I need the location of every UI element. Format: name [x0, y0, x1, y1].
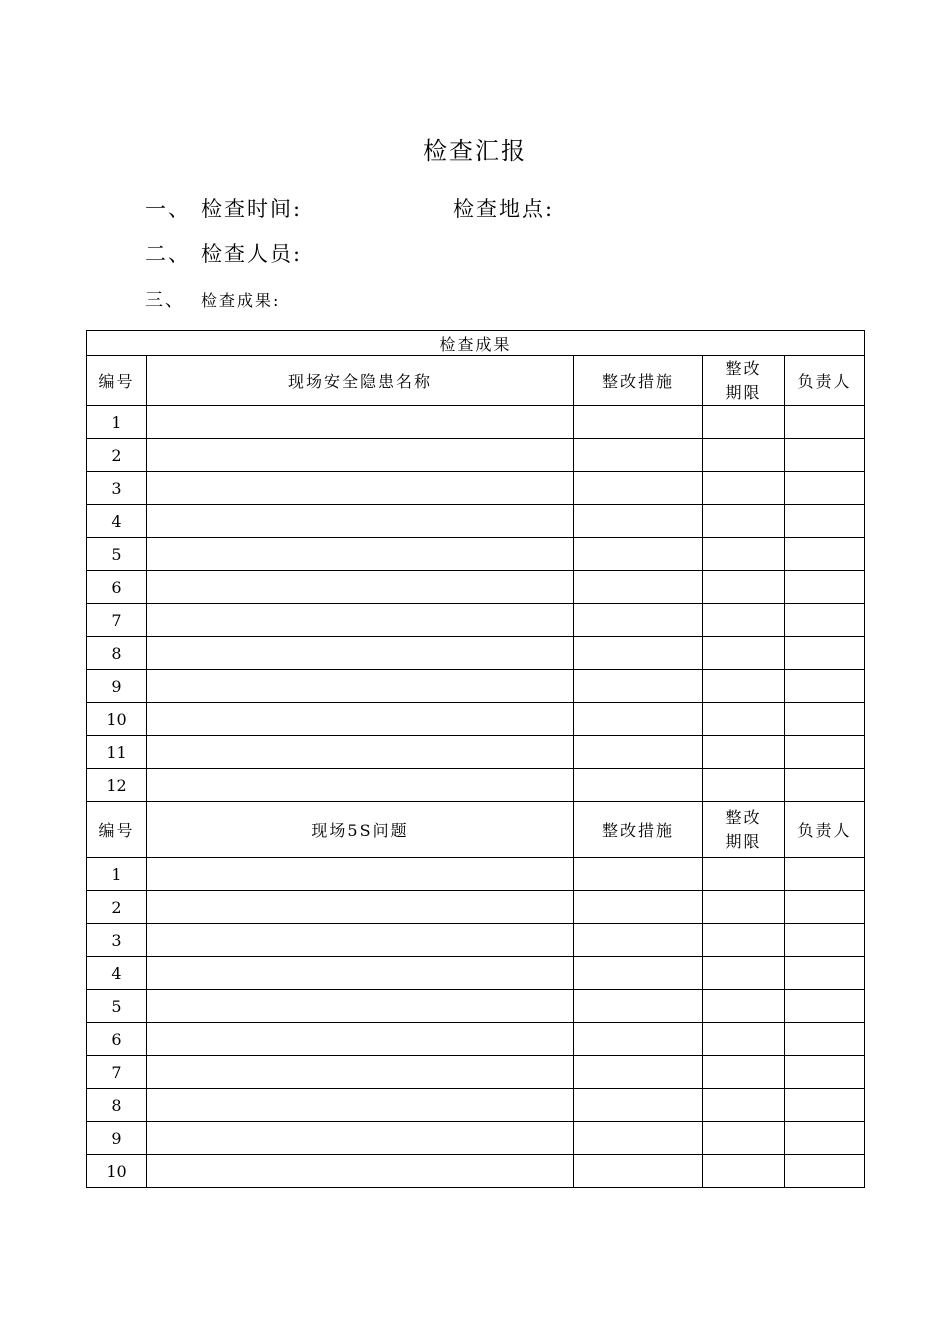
- deadline-cell[interactable]: [703, 1056, 785, 1089]
- owner-cell[interactable]: [785, 703, 865, 736]
- hazard-cell[interactable]: [147, 769, 574, 802]
- measure-cell[interactable]: [574, 1122, 703, 1155]
- inspection-place-label: 检查地点:: [453, 197, 555, 221]
- table-row: [87, 1056, 865, 1089]
- deadline-cell[interactable]: [703, 1023, 785, 1056]
- row-number: 2: [87, 891, 147, 924]
- table-row: [87, 1122, 865, 1155]
- owner-cell[interactable]: [785, 505, 865, 538]
- hazard-cell[interactable]: [147, 1089, 574, 1122]
- owner-cell[interactable]: [785, 571, 865, 604]
- measure-cell[interactable]: [574, 670, 703, 703]
- hazard-cell[interactable]: [147, 990, 574, 1023]
- table-row: [87, 736, 865, 769]
- section-number: 三、: [145, 290, 185, 311]
- hazard-cell[interactable]: [147, 924, 574, 957]
- hazard-cell[interactable]: [147, 571, 574, 604]
- row-number: 4: [87, 505, 147, 538]
- owner-cell[interactable]: [785, 924, 865, 957]
- deadline-cell[interactable]: [703, 1089, 785, 1122]
- measure-cell[interactable]: [574, 924, 703, 957]
- table-row: [87, 858, 865, 891]
- measure-cell[interactable]: [574, 505, 703, 538]
- row-number: 8: [87, 637, 147, 670]
- owner-cell[interactable]: [785, 1122, 865, 1155]
- row-number: 3: [87, 472, 147, 505]
- owner-cell[interactable]: [785, 604, 865, 637]
- table-caption: 检查成果: [87, 331, 865, 356]
- table-row: [87, 505, 865, 538]
- owner-cell[interactable]: [785, 1056, 865, 1089]
- hazard-cell[interactable]: [147, 604, 574, 637]
- table-row: [87, 957, 865, 990]
- owner-cell[interactable]: [785, 439, 865, 472]
- header-measure: 整改措施: [574, 356, 703, 406]
- table-row: [87, 769, 865, 802]
- table-row: [87, 891, 865, 924]
- header-owner: 负责人: [785, 802, 865, 858]
- measure-cell[interactable]: [574, 769, 703, 802]
- section-number: 一、: [145, 197, 191, 221]
- owner-cell[interactable]: [785, 769, 865, 802]
- row-number: 9: [87, 1122, 147, 1155]
- row-number: 5: [87, 538, 147, 571]
- hazard-cell[interactable]: [147, 736, 574, 769]
- deadline-cell[interactable]: [703, 703, 785, 736]
- hazard-cell[interactable]: [147, 703, 574, 736]
- table-row: [87, 1155, 865, 1188]
- row-number: 5: [87, 990, 147, 1023]
- row-number: 9: [87, 670, 147, 703]
- measure-cell[interactable]: [574, 990, 703, 1023]
- header-number: 编号: [87, 802, 147, 858]
- row-number: 3: [87, 924, 147, 957]
- measure-cell[interactable]: [574, 406, 703, 439]
- owner-cell[interactable]: [785, 891, 865, 924]
- header-owner: 负责人: [785, 356, 865, 406]
- deadline-cell[interactable]: [703, 571, 785, 604]
- inspection-time-label: 检查时间:: [201, 197, 303, 221]
- table-row: [87, 924, 865, 957]
- table-row: [87, 990, 865, 1023]
- deadline-cell[interactable]: [703, 1122, 785, 1155]
- table-row: [87, 538, 865, 571]
- owner-cell[interactable]: [785, 990, 865, 1023]
- row-number: 1: [87, 858, 147, 891]
- hazard-cell[interactable]: [147, 406, 574, 439]
- table-row: [87, 703, 865, 736]
- measure-cell[interactable]: [574, 1155, 703, 1188]
- hazard-cell[interactable]: [147, 505, 574, 538]
- deadline-cell[interactable]: [703, 538, 785, 571]
- hazard-cell[interactable]: [147, 1023, 574, 1056]
- measure-cell[interactable]: [574, 1089, 703, 1122]
- header-measure: 整改措施: [574, 802, 703, 858]
- measure-cell[interactable]: [574, 604, 703, 637]
- header-hazard-name: 现场安全隐患名称: [147, 356, 574, 406]
- table-row: [87, 1089, 865, 1122]
- hazard-cell[interactable]: [147, 957, 574, 990]
- hazard-cell[interactable]: [147, 670, 574, 703]
- owner-cell[interactable]: [785, 406, 865, 439]
- measure-cell[interactable]: [574, 571, 703, 604]
- hazard-cell[interactable]: [147, 439, 574, 472]
- header-deadline: 整改 期限: [703, 802, 785, 858]
- row-number: 8: [87, 1089, 147, 1122]
- deadline-cell[interactable]: [703, 439, 785, 472]
- row-number: 1: [87, 406, 147, 439]
- row-number: 4: [87, 957, 147, 990]
- results-line: [145, 286, 280, 312]
- deadline-cell[interactable]: [703, 637, 785, 670]
- row-number: 12: [87, 769, 147, 802]
- table-row: [87, 406, 865, 439]
- measure-cell[interactable]: [574, 439, 703, 472]
- results-label: 检查成果:: [201, 291, 281, 310]
- deadline-cell[interactable]: [703, 604, 785, 637]
- inspectors-label: 检查人员:: [201, 242, 303, 266]
- header-5s-issue: 现场5S问题: [147, 802, 574, 858]
- header-number: 编号: [87, 356, 147, 406]
- row-number: 11: [87, 736, 147, 769]
- table-row: [87, 670, 865, 703]
- hazard-cell[interactable]: [147, 472, 574, 505]
- measure-cell[interactable]: [574, 1056, 703, 1089]
- hazard-cell[interactable]: [147, 538, 574, 571]
- measure-cell[interactable]: [574, 891, 703, 924]
- measure-cell[interactable]: [574, 1023, 703, 1056]
- measure-cell[interactable]: [574, 472, 703, 505]
- measure-cell[interactable]: [574, 858, 703, 891]
- table-row: [87, 571, 865, 604]
- table-header-row: [87, 802, 865, 858]
- row-number: 6: [87, 571, 147, 604]
- deadline-cell[interactable]: [703, 924, 785, 957]
- deadline-cell[interactable]: [703, 891, 785, 924]
- hazard-cell[interactable]: [147, 1122, 574, 1155]
- deadline-cell[interactable]: [703, 505, 785, 538]
- hazard-cell[interactable]: [147, 1056, 574, 1089]
- row-number: 6: [87, 1023, 147, 1056]
- table-row: [87, 1023, 865, 1056]
- owner-cell[interactable]: [785, 670, 865, 703]
- deadline-cell[interactable]: [703, 769, 785, 802]
- measure-cell[interactable]: [574, 736, 703, 769]
- deadline-cell[interactable]: [703, 472, 785, 505]
- owner-cell[interactable]: [785, 637, 865, 670]
- section-number: 二、: [145, 242, 191, 266]
- table-header-row: [87, 356, 865, 406]
- measure-cell[interactable]: [574, 703, 703, 736]
- owner-cell[interactable]: [785, 1155, 865, 1188]
- owner-cell[interactable]: [785, 1089, 865, 1122]
- hazard-cell[interactable]: [147, 891, 574, 924]
- hazard-cell[interactable]: [147, 858, 574, 891]
- deadline-cell[interactable]: [703, 736, 785, 769]
- deadline-cell[interactable]: [703, 670, 785, 703]
- hazard-cell[interactable]: [147, 1155, 574, 1188]
- owner-cell[interactable]: [785, 538, 865, 571]
- deadline-cell[interactable]: [703, 406, 785, 439]
- row-number: 10: [87, 703, 147, 736]
- inspectors-line: [145, 238, 302, 268]
- inspection-results-table: [86, 330, 865, 1188]
- deadline-cell[interactable]: [703, 858, 785, 891]
- header-deadline: 整改 期限: [703, 356, 785, 406]
- measure-cell[interactable]: [574, 637, 703, 670]
- owner-cell[interactable]: [785, 957, 865, 990]
- owner-cell[interactable]: [785, 858, 865, 891]
- owner-cell[interactable]: [785, 1023, 865, 1056]
- table-row: [87, 439, 865, 472]
- row-number: 7: [87, 604, 147, 637]
- measure-cell[interactable]: [574, 957, 703, 990]
- row-number: 2: [87, 439, 147, 472]
- deadline-cell[interactable]: [703, 957, 785, 990]
- table-row: [87, 637, 865, 670]
- measure-cell[interactable]: [574, 538, 703, 571]
- deadline-cell[interactable]: [703, 1155, 785, 1188]
- hazard-cell[interactable]: [147, 637, 574, 670]
- deadline-cell[interactable]: [703, 990, 785, 1023]
- row-number: 7: [87, 1056, 147, 1089]
- owner-cell[interactable]: [785, 736, 865, 769]
- owner-cell[interactable]: [785, 472, 865, 505]
- table-row: [87, 472, 865, 505]
- inspection-time-line: [145, 193, 302, 223]
- table-row: [87, 604, 865, 637]
- page-title: 检查汇报: [423, 137, 527, 165]
- row-number: 10: [87, 1155, 147, 1188]
